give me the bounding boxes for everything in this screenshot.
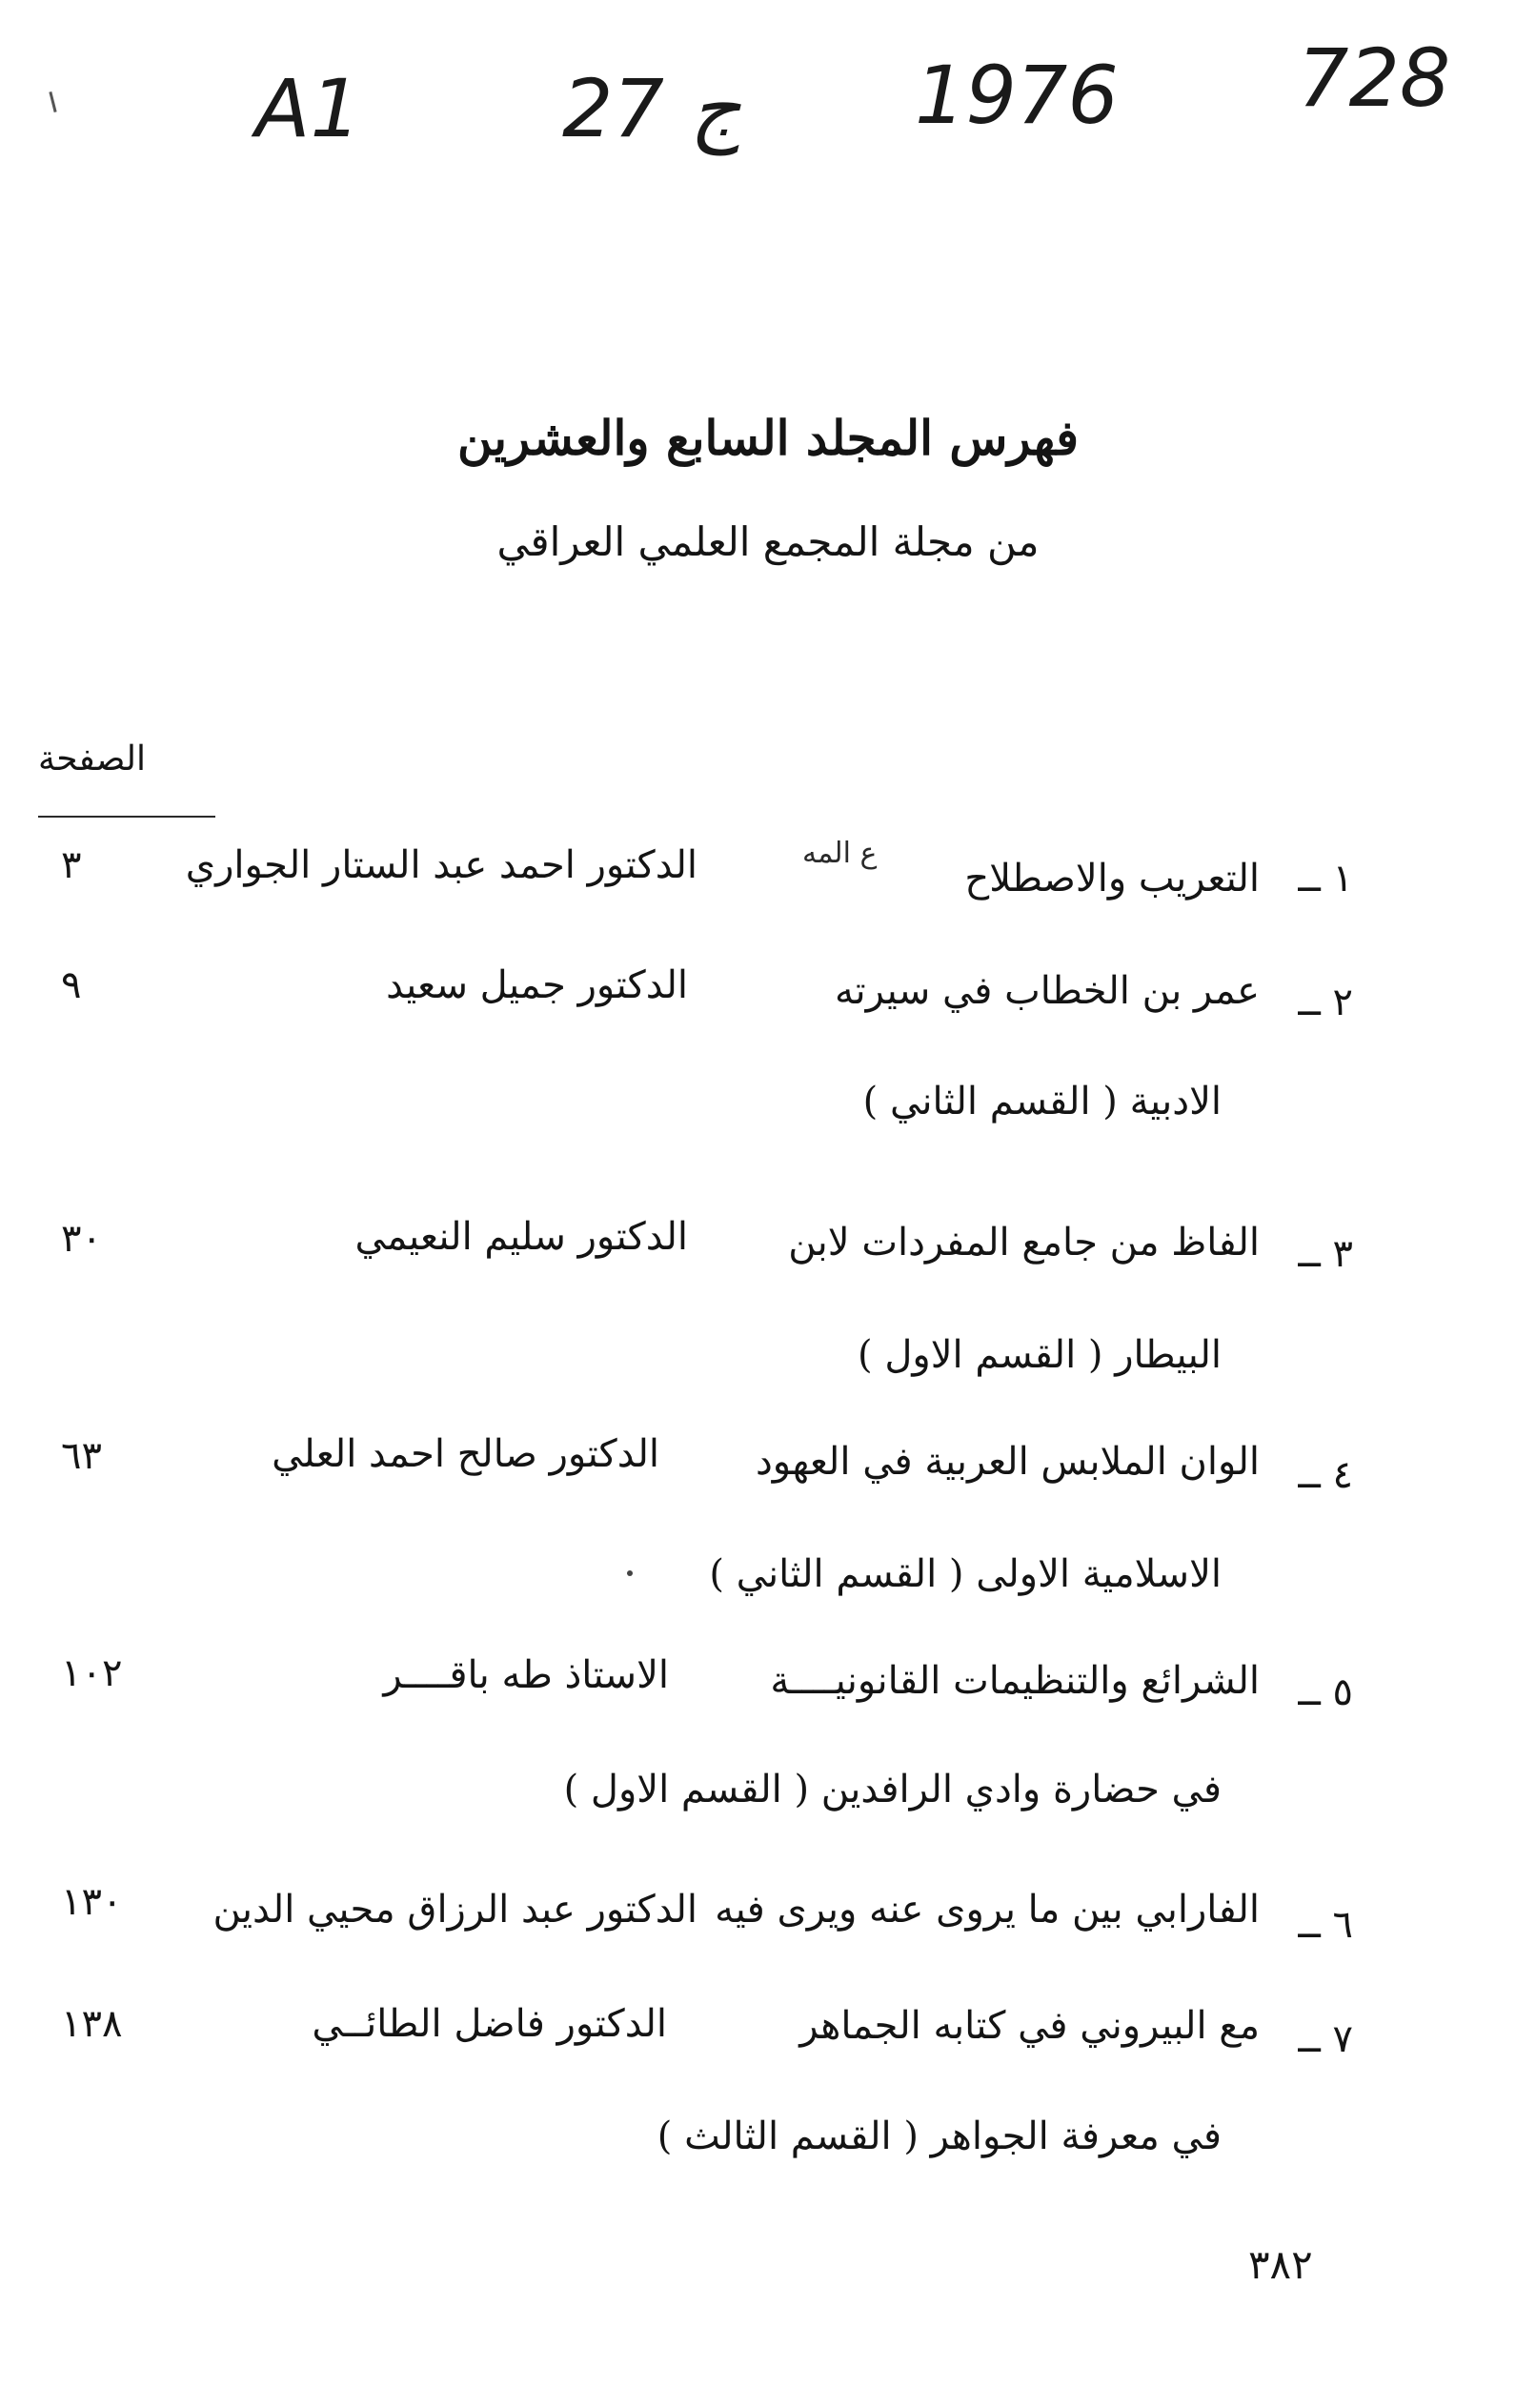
scan-speck — [627, 1570, 633, 1576]
entry-number: ٧ ــ — [1298, 2017, 1353, 2061]
entry-number: ٦ ــ — [1298, 1903, 1353, 1947]
entry-number: ٥ ــ — [1298, 1670, 1353, 1714]
entry-title: الفاظ من جامع المفردات لابن — [788, 1221, 1260, 1265]
handwritten-year: 1976 — [915, 49, 1119, 142]
entry-title: التعريب والاصطلاح — [964, 857, 1260, 900]
handwritten-series: A1 — [255, 62, 361, 155]
entry-continuation: في حضارة وادي الرافدين ( القسم الاول ) — [563, 1768, 1222, 1811]
entry-page: ٩ — [61, 963, 82, 1007]
entry-page: ١٠٢ — [61, 1651, 123, 1695]
entry-author: الدكتور عبد الرزاق محيي الدين — [212, 1888, 697, 1932]
entry-continuation: في معرفة الجواهر ( القسم الثالث ) — [657, 2115, 1222, 2158]
entry-number: ٢ ــ — [1298, 981, 1353, 1024]
entry-page: ٦٣ — [61, 1434, 102, 1478]
entry-title: الفارابي بين ما يروى عنه ويرى فيه — [715, 1888, 1260, 1932]
entry-title: الشرائع والتنظيمات القانونيــــة — [770, 1659, 1260, 1703]
entry-continuation: الاسلامية الاولى ( القسم الثاني ) — [709, 1552, 1222, 1596]
entry-author: الدكتور فاضل الطائــي — [312, 2002, 667, 2046]
entry-author: الدكتور جميل سعيد — [386, 963, 688, 1007]
index-title: فهرس المجلد السابع والعشرين — [457, 410, 1079, 466]
page-column-rule — [38, 816, 215, 818]
entry-page: ١٣٨ — [61, 2002, 123, 2046]
entry-author: الدكتور احمد عبد الستار الجواري — [185, 843, 697, 887]
entry-page: ١٣٠ — [61, 1880, 123, 1924]
entry-number: ٤ ــ — [1298, 1453, 1353, 1497]
margin-pencil-tick — [49, 91, 56, 112]
index-subtitle: من مجلة المجمع العلمي العراقي — [496, 518, 1040, 565]
handwritten-number: 728 — [1298, 31, 1451, 125]
entry-title: عمر بن الخطاب في سيرته — [835, 969, 1260, 1013]
entry-title: الوان الملابس العربية في العهود — [755, 1440, 1260, 1484]
entry-number: ٣ ــ — [1298, 1232, 1353, 1276]
entry-author: الاستاذ طه باقــــر — [383, 1653, 669, 1697]
footer-page-number: ٣٨٢ — [1248, 2241, 1313, 2288]
margin-note: ع المه — [802, 837, 878, 870]
entry-author: الدكتور سليم النعيمي — [354, 1215, 688, 1259]
entry-continuation: الادبية ( القسم الثاني ) — [862, 1080, 1222, 1123]
entry-page: ٣٠ — [61, 1217, 102, 1261]
page-column-header: الصفحة — [38, 739, 146, 779]
entry-title: مع البيروني في كتابه الجماهر — [799, 2004, 1260, 2048]
handwritten-volume: 27 ج — [562, 62, 741, 155]
entry-author: الدكتور صالح احمد العلي — [272, 1432, 659, 1476]
entry-continuation: البيطار ( القسم الاول ) — [858, 1333, 1222, 1377]
entry-number: ١ ــ — [1298, 857, 1353, 900]
entry-page: ٣ — [61, 843, 82, 887]
